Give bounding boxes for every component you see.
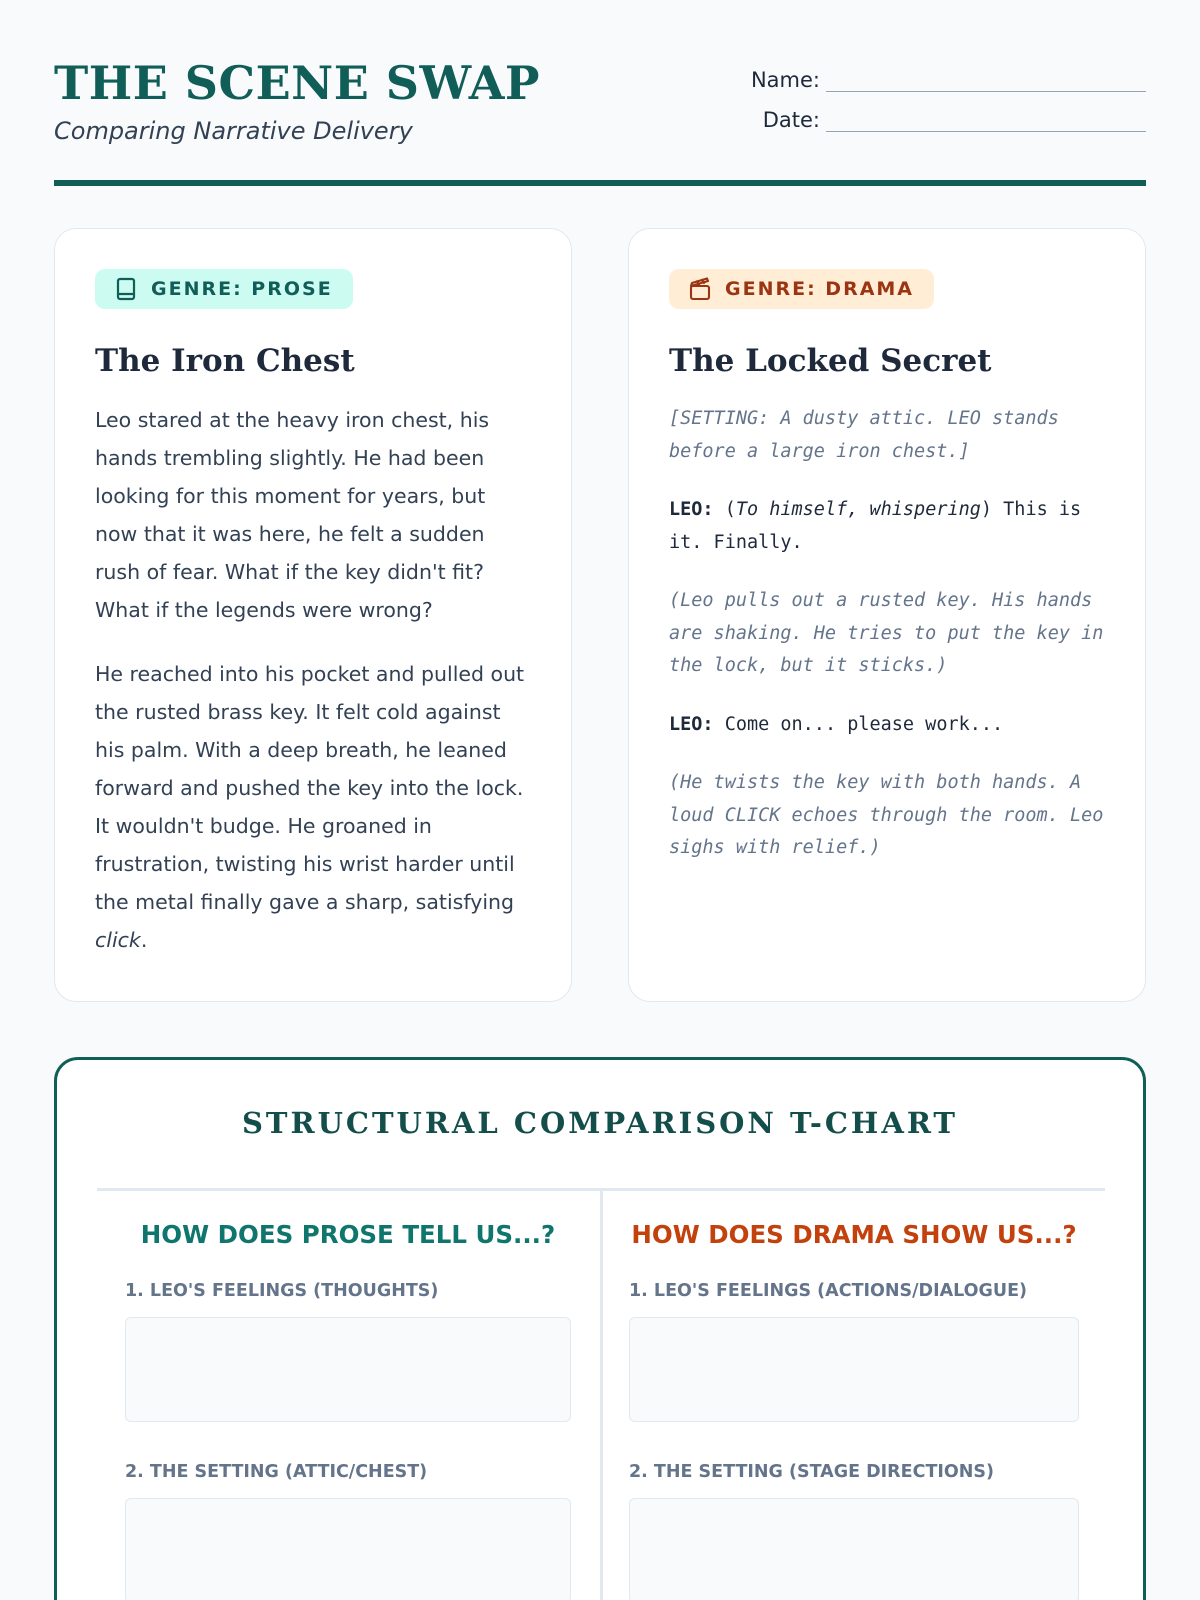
prose-answer-box-2[interactable] xyxy=(125,1498,571,1600)
parenthetical: To himself, whispering xyxy=(735,499,981,520)
drama-title: The Locked Secret xyxy=(669,343,992,379)
dialogue-line-1 xyxy=(669,494,1105,559)
dialogue-text: This is it. Finally. xyxy=(669,499,1082,553)
book-icon xyxy=(115,277,137,301)
drama-genre-label: GENRE: DRAMA xyxy=(725,278,915,300)
prose-column-heading: HOW DOES PROSE TELL US...? xyxy=(140,1220,556,1249)
prose-paragraph-2 xyxy=(95,655,531,959)
prose-question-1: 1. LEO'S FEELINGS (THOUGHTS) xyxy=(125,1281,439,1301)
drama-column xyxy=(629,1188,1079,1600)
t-chart-vertical-divider xyxy=(600,1188,603,1600)
prose-column xyxy=(125,1188,571,1600)
name-label: Name: xyxy=(750,68,820,92)
prose-card xyxy=(54,228,572,1002)
header-divider xyxy=(54,180,1146,186)
drama-column-heading: HOW DOES DRAMA SHOW US...? xyxy=(631,1220,1077,1249)
drama-script xyxy=(669,403,1105,865)
prose-genre-label: GENRE: PROSE xyxy=(151,278,333,300)
page-title: THE SCENE SWAP xyxy=(54,56,541,110)
dialogue-text: Come on... please work... xyxy=(713,713,1004,735)
drama-genre-badge xyxy=(669,269,934,309)
drama-answer-box-2[interactable] xyxy=(629,1498,1079,1600)
t-chart-title: STRUCTURAL COMPARISON T-CHART xyxy=(241,1106,959,1140)
page-subtitle: Comparing Narrative Delivery xyxy=(54,117,413,145)
prose-title: The Iron Chest xyxy=(95,343,355,379)
dialogue-line-2 xyxy=(669,709,1105,742)
prose-paragraph-2-text: He reached into his pocket and pulled out the rusted brass key. It felt cold against his palm. With a deep breath, he leaned forward and pushed the key into the lock. It wouldn't budge. He groaned in frustration, twisting his wrist harder until the metal finally gave a sharp, satisfying xyxy=(95,662,525,914)
prose-click-word: click xyxy=(95,928,141,952)
paren-close: ) xyxy=(980,499,993,520)
prose-answer-box-1[interactable] xyxy=(125,1317,571,1422)
speaker-name: LEO: xyxy=(669,499,714,520)
name-row xyxy=(736,68,1146,92)
worksheet-header xyxy=(54,0,1146,188)
drama-question-2: 2. THE SETTING (STAGE DIRECTIONS) xyxy=(629,1462,995,1482)
name-field[interactable] xyxy=(826,70,1146,92)
prose-genre-badge xyxy=(95,269,353,309)
date-field[interactable] xyxy=(826,110,1146,132)
worksheet-page xyxy=(54,0,1146,1482)
speaker-name: LEO: xyxy=(669,713,714,735)
paren-open: ( xyxy=(724,499,736,520)
prose-question-2: 2. THE SETTING (ATTIC/CHEST) xyxy=(125,1462,428,1482)
prose-paragraph-2-end: . xyxy=(140,928,148,952)
comparison-t-chart xyxy=(54,1057,1146,1600)
stage-direction-1: (Leo pulls out a rusted key. His hands are shaking. He tries to put the key in the lock, but it sticks.) xyxy=(669,590,1104,676)
drama-answer-box-1[interactable] xyxy=(629,1317,1079,1422)
stage-direction-2: (He twists the key with both hands. A loud CLICK echoes through the room. Leo sighs with relief.) xyxy=(669,772,1104,858)
drama-card xyxy=(628,228,1146,1002)
prose-paragraph-1: Leo stared at the heavy iron chest, his hands trembling slightly. He had been looking for this moment for years, but now that it was here, he felt a sudden rush of fear. What if the key didn't fit? What if the legends were wrong? xyxy=(95,408,490,622)
date-label: Date: xyxy=(762,108,820,132)
clapperboard-icon xyxy=(689,277,711,301)
drama-question-1: 1. LEO'S FEELINGS (ACTIONS/DIALOGUE) xyxy=(629,1281,1028,1301)
date-row xyxy=(736,108,1146,132)
stage-setting: [SETTING: A dusty attic. LEO stands before a large iron chest.] xyxy=(669,408,1059,462)
